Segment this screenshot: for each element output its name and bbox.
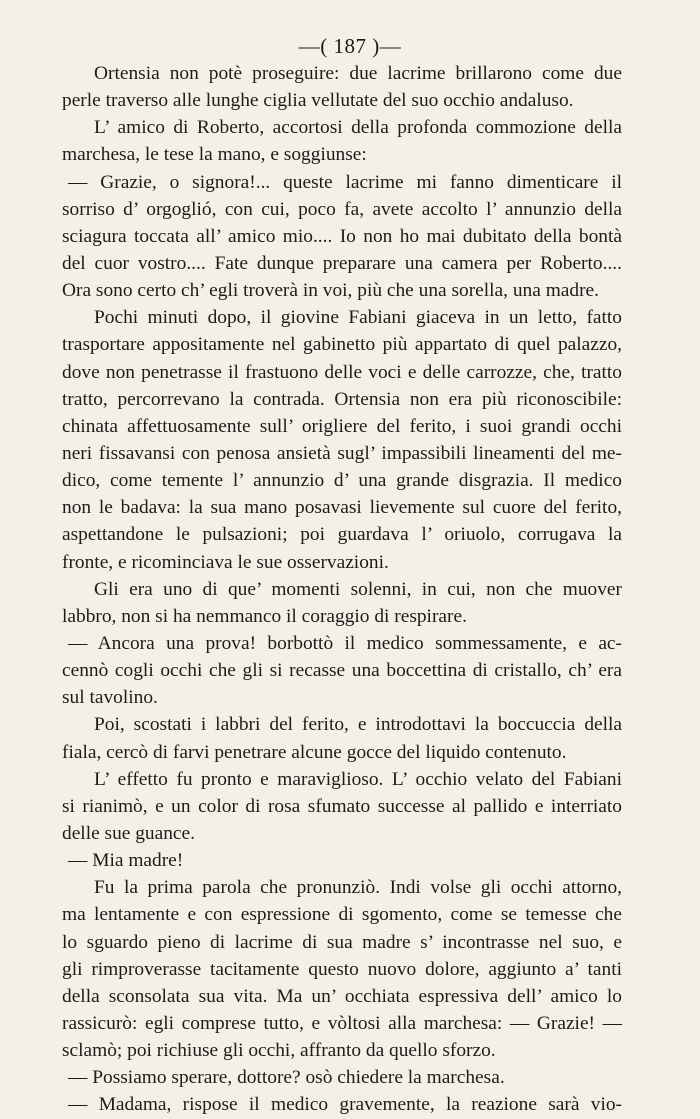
text-line: delle sue guance. bbox=[62, 822, 195, 844]
text-line: non le badava: la sua mano posavasi lievemente sul cuore del ferito, bbox=[62, 497, 622, 519]
text-line: — Ancora una prova! borbottò il medico sommessamente, e ac- bbox=[68, 632, 622, 654]
text-line: marchesa, le tese la mano, e soggiunse: bbox=[62, 144, 367, 166]
text-line: perle traverso alle lunghe ciglia vellutate del suo occhio andaluso. bbox=[62, 90, 574, 112]
body-text bbox=[62, 60, 622, 1118]
text-line: sclamò; poi richiuse gli occhi, affranto da quello sforzo. bbox=[62, 1040, 496, 1062]
text-line: labbro, non si ha nemmanco il coraggio di respirare. bbox=[62, 605, 467, 627]
text-line: trasportare appositamente nel gabinetto più appartato di quel palazzo, bbox=[62, 334, 622, 356]
text-line: tratto, percorrevano la contrada. Ortensia non era più riconoscibile: bbox=[62, 388, 622, 410]
text-line: della sconsolata sua vita. Ma un’ occhiata espressiva dell’ amico lo bbox=[62, 985, 622, 1007]
text-line: Poi, scostati i labbri del ferito, e introdottavi la boccuccia della bbox=[94, 714, 622, 736]
text-line: rassicurò: egli comprese tutto, e vòltosi alla marchesa: — Grazie! — bbox=[62, 1012, 622, 1034]
text-line: chinata affettuosamente sull’ origliere del ferito, i suoi grandi occhi bbox=[62, 415, 622, 437]
text-line: — Grazie, o signora!... queste lacrime mi fanno dimenticare il bbox=[68, 171, 622, 193]
text-line: — Mia madre! bbox=[68, 850, 184, 872]
text-line: sciagura toccata all’ amico mio.... Io non ho mai dubitato della bontà bbox=[62, 225, 622, 247]
text-line: lo sguardo pieno di lacrime di sua madre s’ incontrasse nel suo, e bbox=[62, 931, 622, 953]
text-line: cennò cogli occhi che gli si recasse una boccettina di cristallo, ch’ era bbox=[62, 660, 622, 682]
page-number: —( 187 )— bbox=[298, 34, 402, 58]
text-line: sul tavolino. bbox=[62, 687, 158, 709]
text-line: sorriso d’ orgoglió, con cui, poco fa, avete accolto l’ annunzio della bbox=[62, 198, 622, 220]
text-line: Ora sono certo ch’ egli troverà in voi, più che una sorella, una madre. bbox=[62, 280, 599, 302]
text-line: fiala, cercò di farvi penetrare alcune gocce del liquido contenuto. bbox=[62, 741, 567, 763]
text-line: L’ effetto fu pronto e maraviglioso. L’ occhio velato del Fabiani bbox=[94, 768, 622, 790]
text-line: Ortensia non potè proseguire: due lacrime brillarono come due bbox=[94, 63, 622, 84]
text-line: Fu la prima parola che pronunziò. Indi volse gli occhi attorno, bbox=[94, 877, 622, 899]
text-line: Pochi minuti dopo, il giovine Fabiani giaceva in un letto, fatto bbox=[94, 307, 622, 329]
text-line: fronte, e ricominciava le sue osservazioni. bbox=[62, 551, 389, 573]
text-line: — Madama, rispose il medico gravemente, la reazione sarà vio- bbox=[68, 1094, 622, 1116]
text-line: dove non penetrasse il frastuono delle voci e delle carrozze, che, tratto bbox=[62, 361, 622, 383]
text-line: del cuor vostro.... Fate dunque preparare una camera per Roberto.... bbox=[62, 252, 622, 274]
text-line: Gli era uno di que’ momenti solenni, in cui, non che muover bbox=[94, 578, 622, 600]
text-line: gli rimproverasse tacitamente questo nuovo dolore, aggiunto a’ tanti bbox=[62, 958, 622, 980]
text-line: aspettandone le pulsazioni; poi guardava l’ oriuolo, corrugava la bbox=[62, 524, 622, 546]
text-line: ma lentamente e con espressione di sgomento, come se temesse che bbox=[62, 904, 622, 926]
text-line: — Possiamo sperare, dottore? osò chiedere la marchesa. bbox=[68, 1067, 505, 1089]
text-line: dico, come temente l’ annunzio d’ una grande disgrazia. Il medico bbox=[62, 470, 622, 492]
text-line: neri fissavansi con penosa ansietà sugl’ impassibili lineamenti del me- bbox=[62, 442, 622, 464]
text-line: L’ amico di Roberto, accortosi della profonda commozione della bbox=[94, 117, 622, 139]
text-line: si rianimò, e un color di rosa sfumato successe al pallido e interriato bbox=[62, 795, 622, 817]
